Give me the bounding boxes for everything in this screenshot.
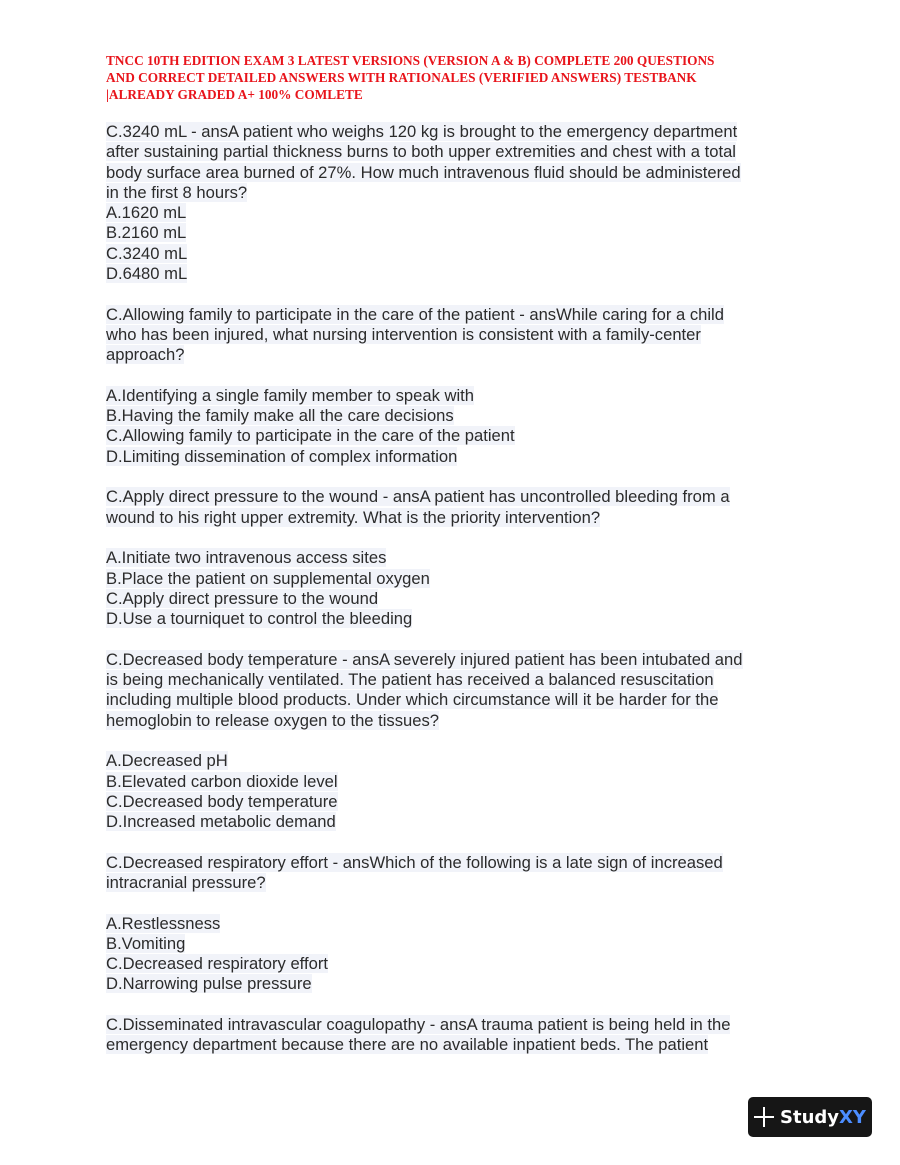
option-line: C.Allowing family to participate in the care of the patient (106, 426, 515, 446)
question-line: approach? (106, 345, 185, 365)
document-body (106, 122, 796, 1056)
plus-icon (754, 1107, 774, 1127)
title-line: |ALREADY GRADED A+ 100% COMLETE (106, 87, 363, 102)
qa-block (106, 305, 796, 467)
title-line: TNCC 10TH EDITION EXAM 3 LATEST VERSIONS (VERSION A & B) COMPLETE 200 QUESTIONS (106, 53, 715, 68)
question-line: including multiple blood products. Under which circumstance will it be harder for the (106, 690, 719, 710)
option-line: D.Narrowing pulse pressure (106, 974, 312, 994)
brand-accent: XY (839, 1106, 866, 1128)
option-line: A.Identifying a single family member to speak with (106, 385, 474, 405)
question-line: C.Allowing family to participate in the care of the patient - ansWhile caring for a child (106, 304, 724, 324)
option-line: D.Increased metabolic demand (106, 812, 336, 832)
qa-block (106, 853, 796, 995)
question-line: wound to his right upper extremity. What is the priority intervention? (106, 507, 601, 527)
question-line: after sustaining partial thickness burns to both upper extremities and chest with a total (106, 142, 736, 162)
option-line: B.2160 mL (106, 223, 187, 243)
option-line: C.Apply direct pressure to the wound (106, 588, 379, 608)
question-line: C.Decreased respiratory effort - ansWhich of the following is a late sign of increased (106, 852, 723, 872)
option-line: B.Vomiting (106, 933, 186, 953)
option-line: A.Initiate two intravenous access sites (106, 548, 387, 568)
question-line: C.Decreased body temperature - ansA severely injured patient has been intubated and (106, 649, 743, 669)
question-line: intracranial pressure? (106, 872, 266, 892)
question-line: in the first 8 hours? (106, 182, 248, 202)
qa-block (106, 122, 796, 284)
qa-block (106, 487, 796, 629)
option-line: B.Place the patient on supplemental oxygen (106, 568, 430, 588)
question-line: is being mechanically ventilated. The patient has received a balanced resuscitation (106, 670, 714, 690)
option-line: B.Having the family make all the care decisions (106, 406, 454, 426)
qa-block (106, 1015, 796, 1056)
option-line: D.Use a tourniquet to control the bleeding (106, 609, 413, 629)
question-line: hemoglobin to release oxygen to the tissues? (106, 710, 440, 730)
question-line: emergency department because there are no available inpatient beds. The patient (106, 1035, 709, 1055)
brand-main: Study (780, 1106, 840, 1128)
option-line: A.Decreased pH (106, 751, 228, 771)
question-line: C.Apply direct pressure to the wound - ansA patient has uncontrolled bleeding from a (106, 487, 730, 507)
option-line: D.6480 mL (106, 264, 188, 284)
qa-block (106, 650, 796, 833)
option-line: C.Decreased body temperature (106, 791, 338, 811)
option-line: D.Limiting dissemination of complex information (106, 446, 458, 466)
question-line: C.Disseminated intravascular coagulopathy - ansA trauma patient is being held in the (106, 1015, 731, 1035)
question-line: who has been injured, what nursing intervention is consistent with a family-center (106, 324, 701, 344)
option-line: A.1620 mL (106, 203, 187, 223)
option-line: A.Restlessness (106, 913, 221, 933)
option-line: B.Elevated carbon dioxide level (106, 771, 338, 791)
question-line: body surface area burned of 27%. How much intravenous fluid should be administered (106, 162, 741, 182)
option-line: C.3240 mL (106, 243, 188, 263)
option-line: C.Decreased respiratory effort (106, 954, 328, 974)
question-line: C.3240 mL - ansA patient who weighs 120 kg is brought to the emergency department (106, 122, 738, 141)
title-line: AND CORRECT DETAILED ANSWERS WITH RATIONALES (VERIFIED ANSWERS) TESTBANK (106, 70, 697, 85)
document-title (106, 52, 806, 103)
studyxy-badge[interactable] (748, 1097, 872, 1137)
